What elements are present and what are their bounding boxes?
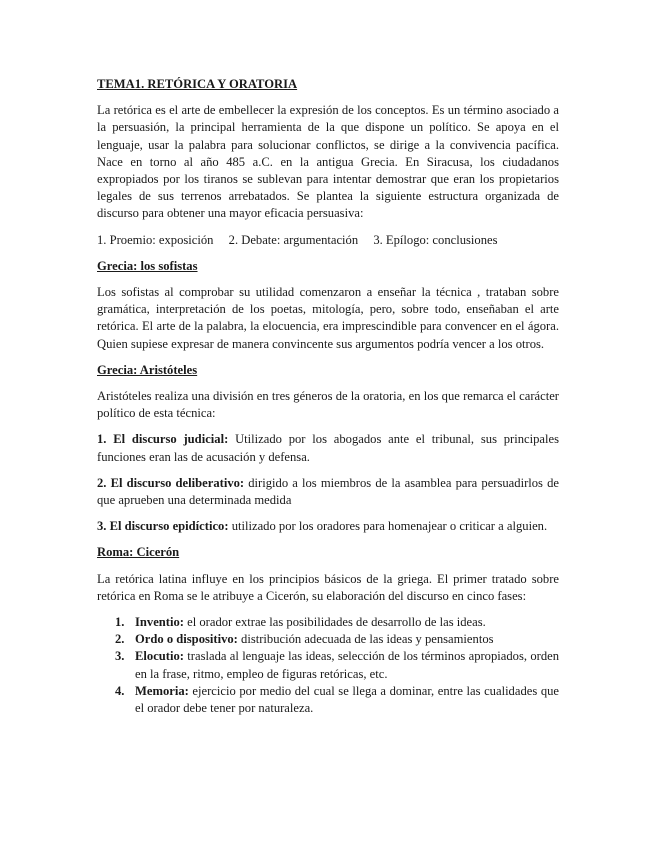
phase-label: Inventio: [135, 615, 184, 630]
phase-label: Elocutio: [135, 649, 184, 664]
genre-label: 3. El discurso epidíctico: [97, 519, 229, 534]
genre-label: 1. El discurso judicial: [97, 432, 229, 447]
genre-text: Utilizado por los abogados ante el tribunal, sus principales funciones eran las de acusación y defensa. [97, 432, 560, 464]
phase-text: traslada al lenguaje las ideas, selección de los términos apropiados, orden en la frase, ritmo, empleo de figuras retóricas, etc. [135, 649, 559, 681]
cicero-heading: Roma: Cicerón [97, 545, 180, 560]
list-item [115, 648, 559, 682]
phase-number: 1. [115, 615, 125, 630]
genre-label: 2. El discurso deliberativo: [97, 475, 245, 490]
part-item: 2. Debate: argumentación [228, 232, 359, 247]
list-item [115, 631, 559, 648]
sophists-heading: Grecia: los sofistas [97, 258, 198, 273]
list-item [115, 683, 559, 717]
genre-item [97, 475, 559, 509]
intro-paragraph: La retórica es el arte de embellecer la expresión de los conceptos. Es un término asociado a la persuasión, la principal herramienta de la que dispone un político. Se apoya en el lenguaje, usar la palabra para solucionar conflictos, se dirige a la convivencia pacífica. Nace en torno al año 485 a.C. en la antigua Grecia. En Siracusa, los ciudadanos expropiados por los tiranos se sublevan para intentar demostrar que eran los propietarios legales de sus terrenos arrebatados. Se plantea la siguiente estructura organizada de discurso para obtener una mayor eficacia persuasiva: [97, 103, 559, 221]
list-item [115, 614, 559, 631]
genre-item [97, 518, 559, 535]
phases-list [97, 614, 559, 717]
genre-text: dirigido a los miembros de la asamblea para persuadirlos de que aprueben una determinada medida [97, 475, 559, 508]
aristotle-heading: Grecia: Aristóteles [97, 362, 198, 377]
aristotle-paragraph: Aristóteles realiza una división en tres géneros de la oratoria, en los que remarca el carácter político de esta técnica: [97, 389, 559, 421]
sophists-paragraph: Los sofistas al comprobar su utilidad comenzaron a enseñar la técnica , trataban sobre gramática, interpretación de los poetas, mitología, pero, sobre todo, enseñaban el arte retórica. El arte de la palabra, la elocuencia, era imprescindible para convencer en el ágora. Quien supiese expresar de manera convincente sus argumentos podría vencer a los otros. [97, 285, 559, 351]
genre-item [97, 431, 559, 465]
part-item: 1. Proemio: exposición [97, 232, 214, 247]
phase-text: ejercicio por medio del cual se llega a dominar, entre las cualidades que el orador debe tener por naturaleza. [135, 683, 559, 716]
part-item: 3. Epílogo: conclusiones [373, 232, 498, 247]
phase-number: 2. [115, 632, 125, 647]
discourse-parts [97, 232, 559, 249]
phase-label: Memoria: [135, 683, 189, 698]
cicero-paragraph: La retórica latina influye en los principios básicos de la griega. El primer tratado sobre retórica en Roma se le atribuye a Cicerón, su elaboración del discurso en cinco fases: [97, 571, 559, 603]
page-title: TEMA1. RETÓRICA Y ORATORIA [97, 77, 298, 91]
phase-text: el orador extrae las posibilidades de desarrollo de las ideas. [183, 615, 486, 630]
phase-number: 3. [115, 649, 125, 664]
phase-number: 4. [115, 683, 125, 698]
genre-text: utilizado por los oradores para homenajear o criticar a alguien. [228, 519, 548, 534]
phase-text: distribución adecuada de las ideas y pensamientos [237, 632, 494, 647]
phase-label: Ordo o dispositivo: [135, 632, 238, 647]
